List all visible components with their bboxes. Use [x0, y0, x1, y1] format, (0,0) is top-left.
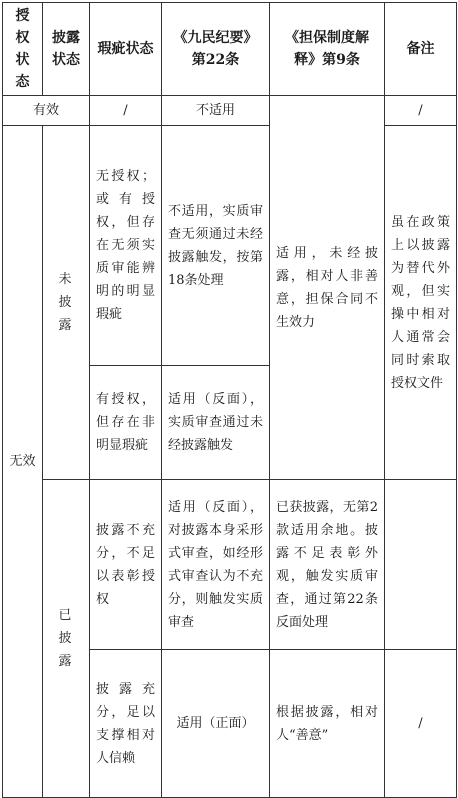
header-row	[3, 3, 457, 96]
invalid-disclosed-row-1	[3, 480, 457, 650]
disclosed-defect-2: 披露充分，足以支撑相对人信赖	[90, 650, 162, 798]
disclosed-label: 已 披 露	[43, 480, 90, 798]
header-jiumin-art22: 《九民纪要》第22条	[162, 3, 270, 96]
disclosed-jiumin-2: 适用（正面）	[162, 650, 270, 798]
undisclosed-guarantee-cell: 适用，未经披露，相对人非善意，担保合同不生效力	[270, 96, 385, 480]
header-defect-status: 瑕疵状态	[90, 3, 162, 96]
header-auth-status: 授权状态	[3, 3, 43, 96]
valid-row	[3, 96, 457, 126]
disclosed-remarks-2: /	[385, 650, 457, 798]
undisclosed-defect-2: 有授权，但存在非明显瑕疵	[90, 366, 162, 480]
undisclosed-defect-1: 无授权；或有授权，但存在无须实质审能辨明的明显瑕疵	[90, 126, 162, 366]
undisclosed-label: 未 披 露	[43, 126, 90, 480]
invalid-undisclosed-row-1	[3, 126, 457, 366]
header-guarantee-art9: 《担保制度解释》第9条	[270, 3, 385, 96]
valid-jiumin-cell: 不适用	[162, 96, 270, 126]
valid-auth-cell: 有效	[3, 96, 90, 126]
invalid-auth-cell: 无效	[3, 126, 43, 798]
undisclosed-jiumin-2: 适用（反面），实质审查通过未经披露触发	[162, 366, 270, 480]
undisclosed-jiumin-1: 不适用，实质审查无须通过未经披露触发，按第18条处理	[162, 126, 270, 366]
undisclosed-remarks-cell: 虽在政策上以披露为替代外观，但实操中相对人通常会同时索取授权文件	[385, 126, 457, 480]
disclosed-defect-1: 披露不充分，不足以表彰授权	[90, 480, 162, 650]
header-disclosure-status: 披露状态	[43, 3, 90, 96]
valid-remarks-cell: /	[385, 96, 457, 126]
disclosed-guarantee-1: 已获披露，无第2款适用余地。披露不足表彰外观，触发实质审查，通过第22条反面处理	[270, 480, 385, 650]
legal-comparison-table	[2, 2, 457, 798]
disclosed-guarantee-2: 根据披露，相对人“善意”	[270, 650, 385, 798]
valid-defect-cell: /	[90, 96, 162, 126]
header-remarks: 备注	[385, 3, 457, 96]
disclosed-jiumin-1: 适用（反面），对披露本身采形式审查，如经形式审查认为不充分，则触发实质审查	[162, 480, 270, 650]
disclosed-remarks-empty	[385, 480, 457, 650]
